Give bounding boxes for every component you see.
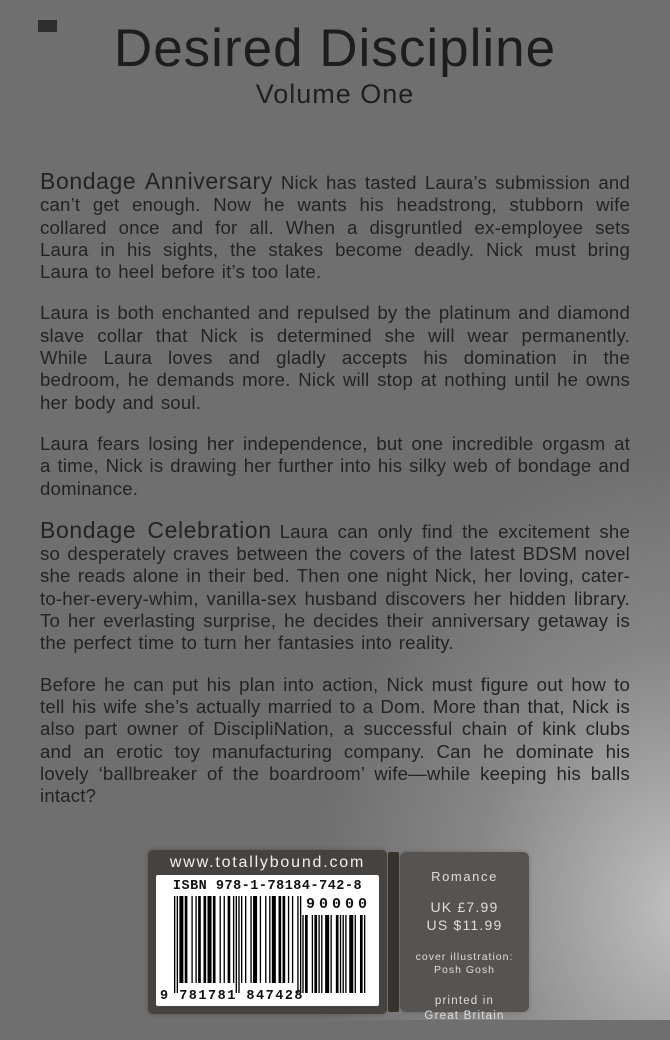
publisher-website: www.totallybound.com	[169, 854, 366, 871]
barcode	[156, 875, 379, 1006]
print-mark	[38, 20, 57, 32]
blurb-section	[40, 170, 630, 826]
cover-illustration-label: cover illustration:	[415, 951, 514, 963]
publisher-barcode-panel	[148, 850, 387, 1014]
book-back-cover	[0, 20, 670, 1040]
book-info-panel	[400, 852, 529, 1022]
story-text: Laura fears losing her independence, but one incredible orgasm at a time, Nick is drawing her further into his silky web of bondage and dominance.	[40, 432, 630, 499]
story-text: Nick has tasted Laura’s submission and can’t get enough. Now he wants his headstrong, stubborn wife collared once and for all. When a disgruntled ex-employee sets Laura in his sights, the stakes become deadly. Nick must bring Laura to heel before it’s too late.	[40, 172, 630, 283]
price-us: US $11.99	[426, 916, 503, 933]
prices	[400, 899, 529, 934]
story-text: Laura is both enchanted and repulsed by the platinum and diamond slave collar that Nick is determined she will wear permanently. While Laura loves and gladly accepts his domination in the bedroom, he demands more. Nick will stop at nothing until he owns her body and soul.	[40, 302, 630, 413]
printed-in-credit	[400, 994, 529, 1023]
cover-illustration-credit	[400, 951, 529, 977]
isbn-digits: 9 781781 847428	[160, 989, 305, 1004]
story-text: Laura can only find the excitement she so desperately craves between the covers of the latest BDSM novel she reads alone in their bed. Then one night Nick, her loving, cater-to-her-every-whim, vanilla-sex husband discovers her hidden library. To her everlasting surprise, he decides their anniversary getaway is the perfect time to turn her fantasies into reality.	[40, 520, 630, 654]
ean13-barcode	[174, 896, 302, 995]
isbn-label: ISBN 978-1-78184-742-8	[172, 879, 363, 894]
price-uk: UK £7.99	[430, 899, 499, 915]
panel-divider	[388, 852, 399, 1012]
blurb-paragraph	[40, 433, 630, 500]
blurb-paragraph	[40, 170, 630, 283]
cover-illustrator-name: Posh Gosh	[434, 964, 495, 976]
ean5-supplement-barcode	[301, 915, 366, 993]
blurb-paragraph	[40, 516, 630, 655]
blurb-paragraph	[40, 302, 630, 413]
book-title: Desired Discipline	[113, 19, 557, 78]
blurb-paragraph	[40, 674, 630, 808]
genre-label: Romance	[431, 869, 498, 884]
story-heading: Bondage Celebration	[40, 516, 272, 543]
book-subtitle: Volume One	[255, 79, 415, 109]
story-text: Before he can put his plan into action, Nick must figure out how to tell his wife she’s actually married to a Dom. More than that, Nick is also part owner of DiscipliNation, a successful chain of kink clubs and an erotic toy manufacturing company. Can he dominate his lovely ‘ballbreaker of the boardroom’ wife—while keeping his balls intact?	[40, 673, 630, 807]
story-heading: Bondage Anniversary	[40, 168, 273, 194]
printed-label: printed in	[434, 995, 495, 1007]
printed-country: Great Britain	[424, 1009, 505, 1022]
barcode-price-code: 90000	[305, 896, 371, 913]
